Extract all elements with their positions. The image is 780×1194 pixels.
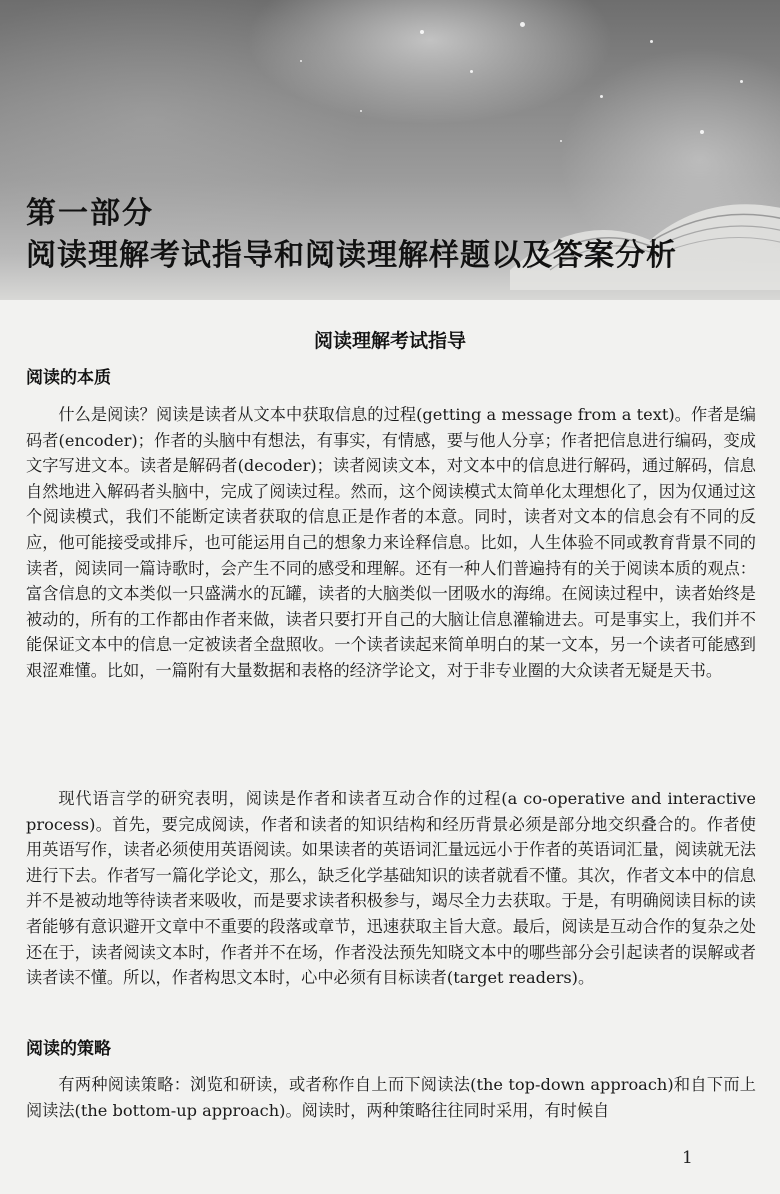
paragraph: 有两种阅读策略：浏览和研读，或者称作自上而下阅读法(the top-down approach)和自下而上阅读法(the bottom-up approach)。阅读时，两种策略往往同时采用，有时候自 — [26, 1075, 756, 1120]
paragraph: 现代语言学的研究表明，阅读是作者和读者互动合作的过程(a co-operative and interactive process)。首先，要完成阅读，作者和读者的知识结构和经历背景必须是部分地交织叠合的。作者使用英语写作，读者必须使用英语阅读。如果读者的英语词汇量远远小于作者的英语词汇量，阅读就无法进行下去。作者写一篇化学论文，那么，缺乏化学基础知识的读者就看不懂。其次，作者文本中的信息并不是被动地等待读者来吸收，而是要求读者积极参与，竭尽全力去获取。于是，有明确阅读目标的读者能够有意识避开文章中不重要的段落或章节，迅速获取主旨大意。最后，阅读是互动合作的复杂之处还在于，读者阅读文本时，作者并不在场，作者没法预先知晓文本中的哪些部分会引起读者的误解或者读者读不懂。所以，作者构思文本时，心中必须有目标读者(target readers)。 — [26, 789, 756, 988]
chapter-title: 阅读理解考试指导和阅读理解样题以及答案分析 — [26, 238, 677, 273]
subsection-heading-nature: 阅读的本质 — [26, 368, 111, 388]
page-number: 1 — [682, 1148, 693, 1168]
chapter-banner — [0, 0, 780, 300]
paragraph: 什么是阅读？阅读是读者从文本中获取信息的过程(getting a message from a text)。作者是编码者(encoder)；作者的头脑中有想法，有事实，有情感，要与他人分享；作者把信息进行编码，变成文字写进文本。读者是解码者(decoder)；读者阅读文本，对文本中的信息进行解码，通过解码，信息自然地进入解码者头脑中，完成了阅读过程。然而，这个阅读模式太简单化太理想化了，因为仅通过这个阅读模式，我们不能断定读者获取的信息正是作者的本意。同时，读者对文本的信息会有不同的反应，他可能接受或排斥，也可能运用自己的想象力来诠释信息。比如，人生体验不同或教育背景不同的读者，阅读同一篇诗歌时，会产生不同的感受和理解。还有一种人们普遍持有的关于阅读本质的观点：富含信息的文本类似一只盛满水的瓦罐，读者的大脑类似一团吸水的海绵。在阅读过程中，读者始终是被动的，所有的工作都由作者来做，读者只要打开自己的大脑让信息灌输进去。可是事实上，我们并不能保证文本中的信息一定被读者全盘照收。一个读者读起来简单明白的某一文本，另一个读者可能感到艰涩难懂。比如，一篇附有大量数据和表格的经济学论文，对于非专业圈的大众读者无疑是天书。 — [26, 405, 756, 680]
part-title: 第一部分 — [26, 196, 154, 231]
subsection-heading-strategy: 阅读的策略 — [26, 1039, 111, 1059]
section-heading: 阅读理解考试指导 — [313, 330, 466, 352]
